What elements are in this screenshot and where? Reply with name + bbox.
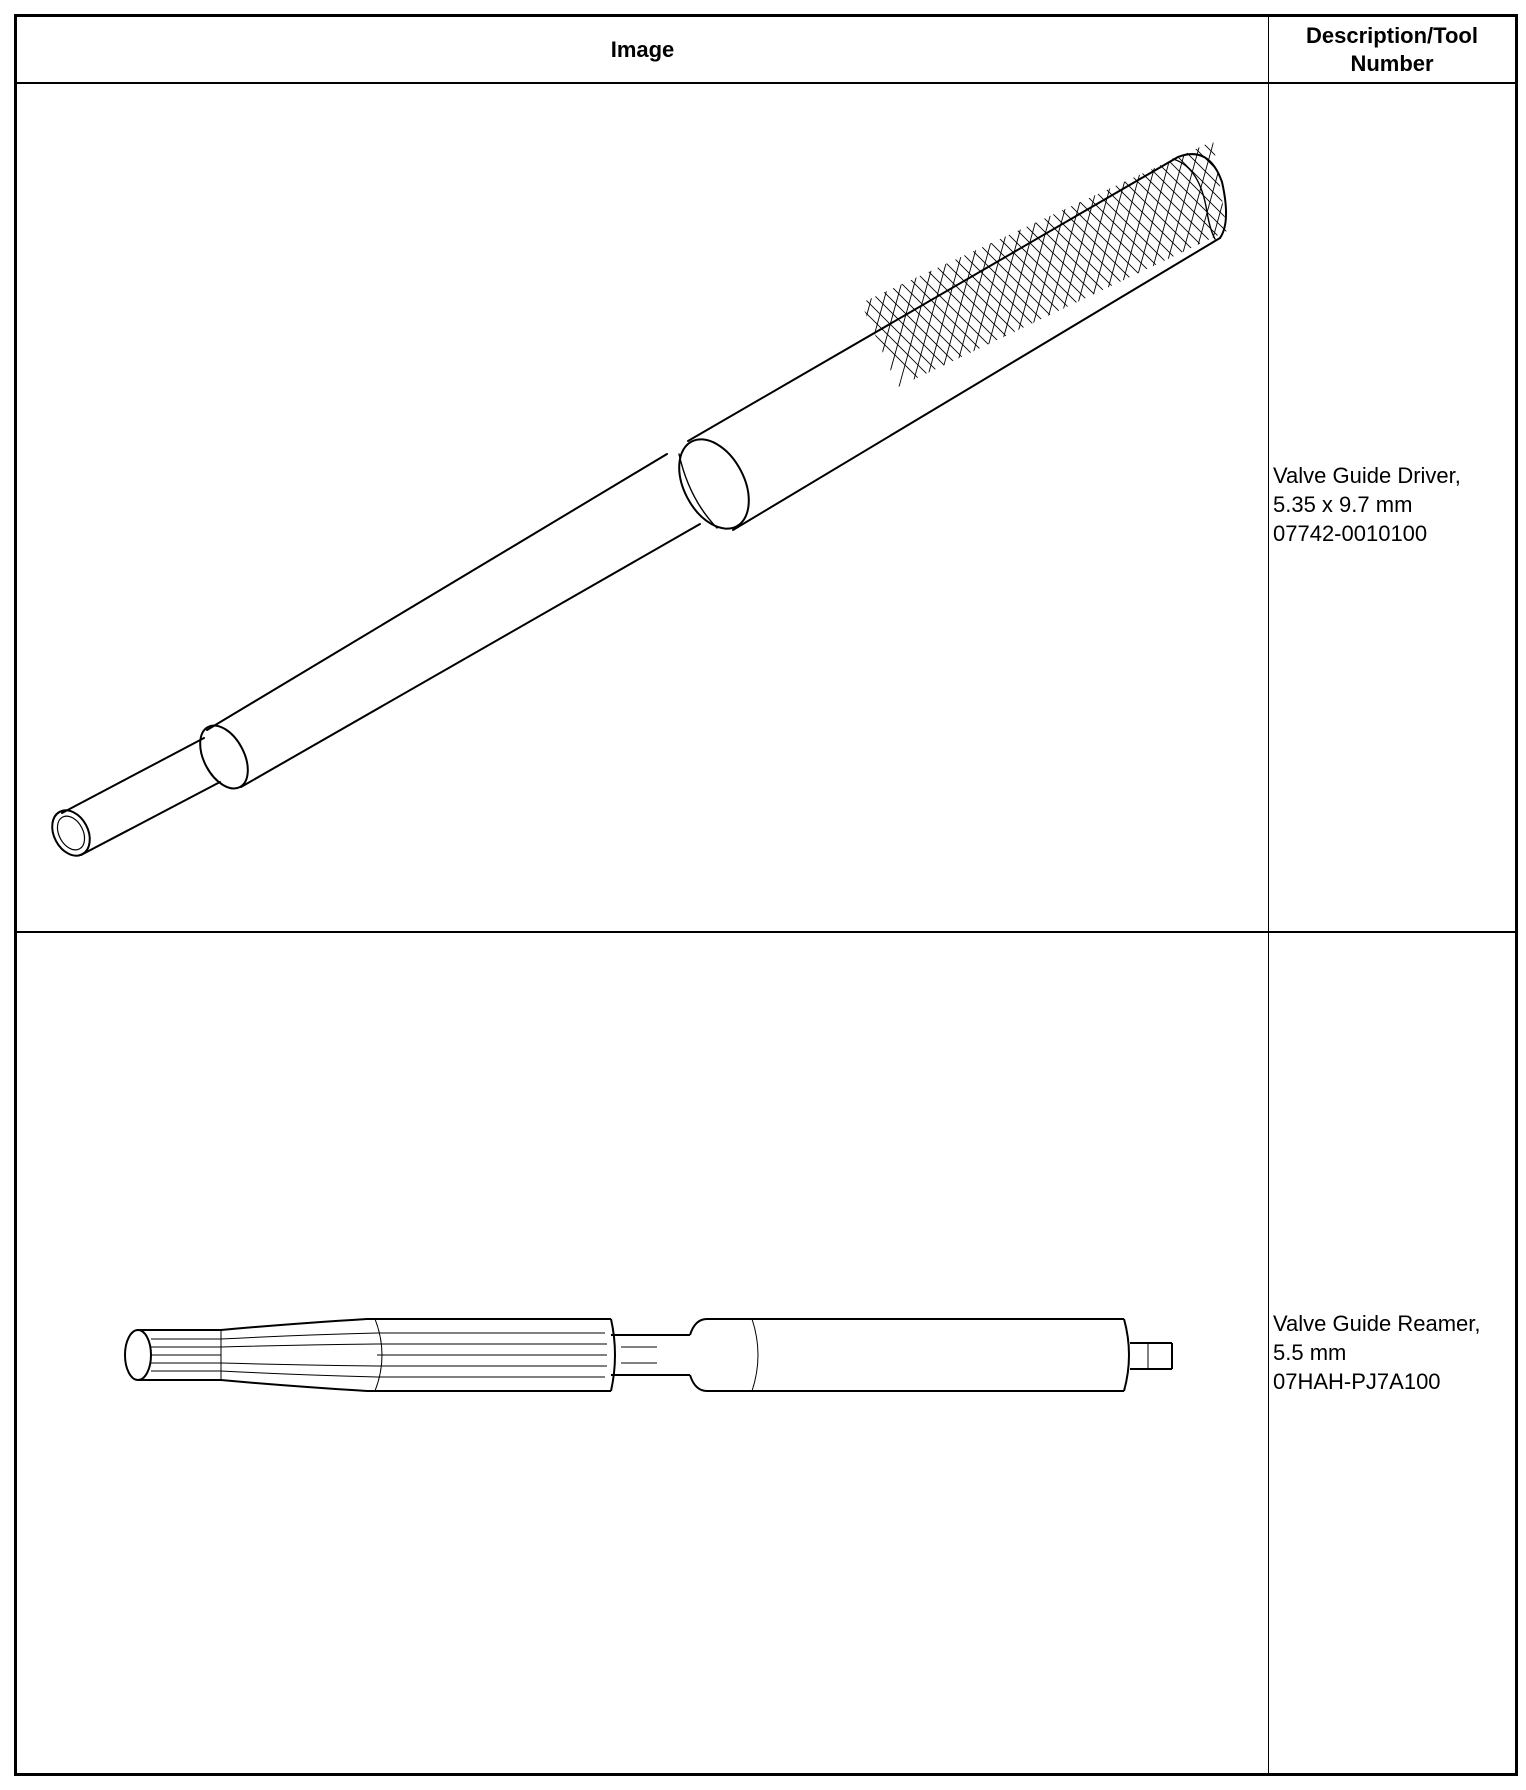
tool-table: [14, 14, 1518, 1776]
header-image: Image: [610, 36, 675, 62]
header-description: Description/Tool Number: [1306, 22, 1478, 76]
tool-name: Valve Guide Reamer,: [1273, 1311, 1481, 1336]
description-cell: [1269, 461, 1515, 548]
valve-guide-reamer-drawing: [17, 17, 1268, 1779]
reamer-flute-lines: [151, 1319, 1148, 1391]
tool-number: 07HAH-PJ7A100: [1273, 1369, 1441, 1394]
description-cell: [1269, 1309, 1515, 1396]
tool-size: 5.35 x 9.7 mm: [1273, 492, 1413, 517]
column-divider: [1268, 17, 1269, 1773]
tool-name: Valve Guide Driver,: [1273, 463, 1461, 488]
tool-number: 07742-0010100: [1273, 521, 1428, 546]
tool-size: 5.5 mm: [1273, 1340, 1347, 1365]
